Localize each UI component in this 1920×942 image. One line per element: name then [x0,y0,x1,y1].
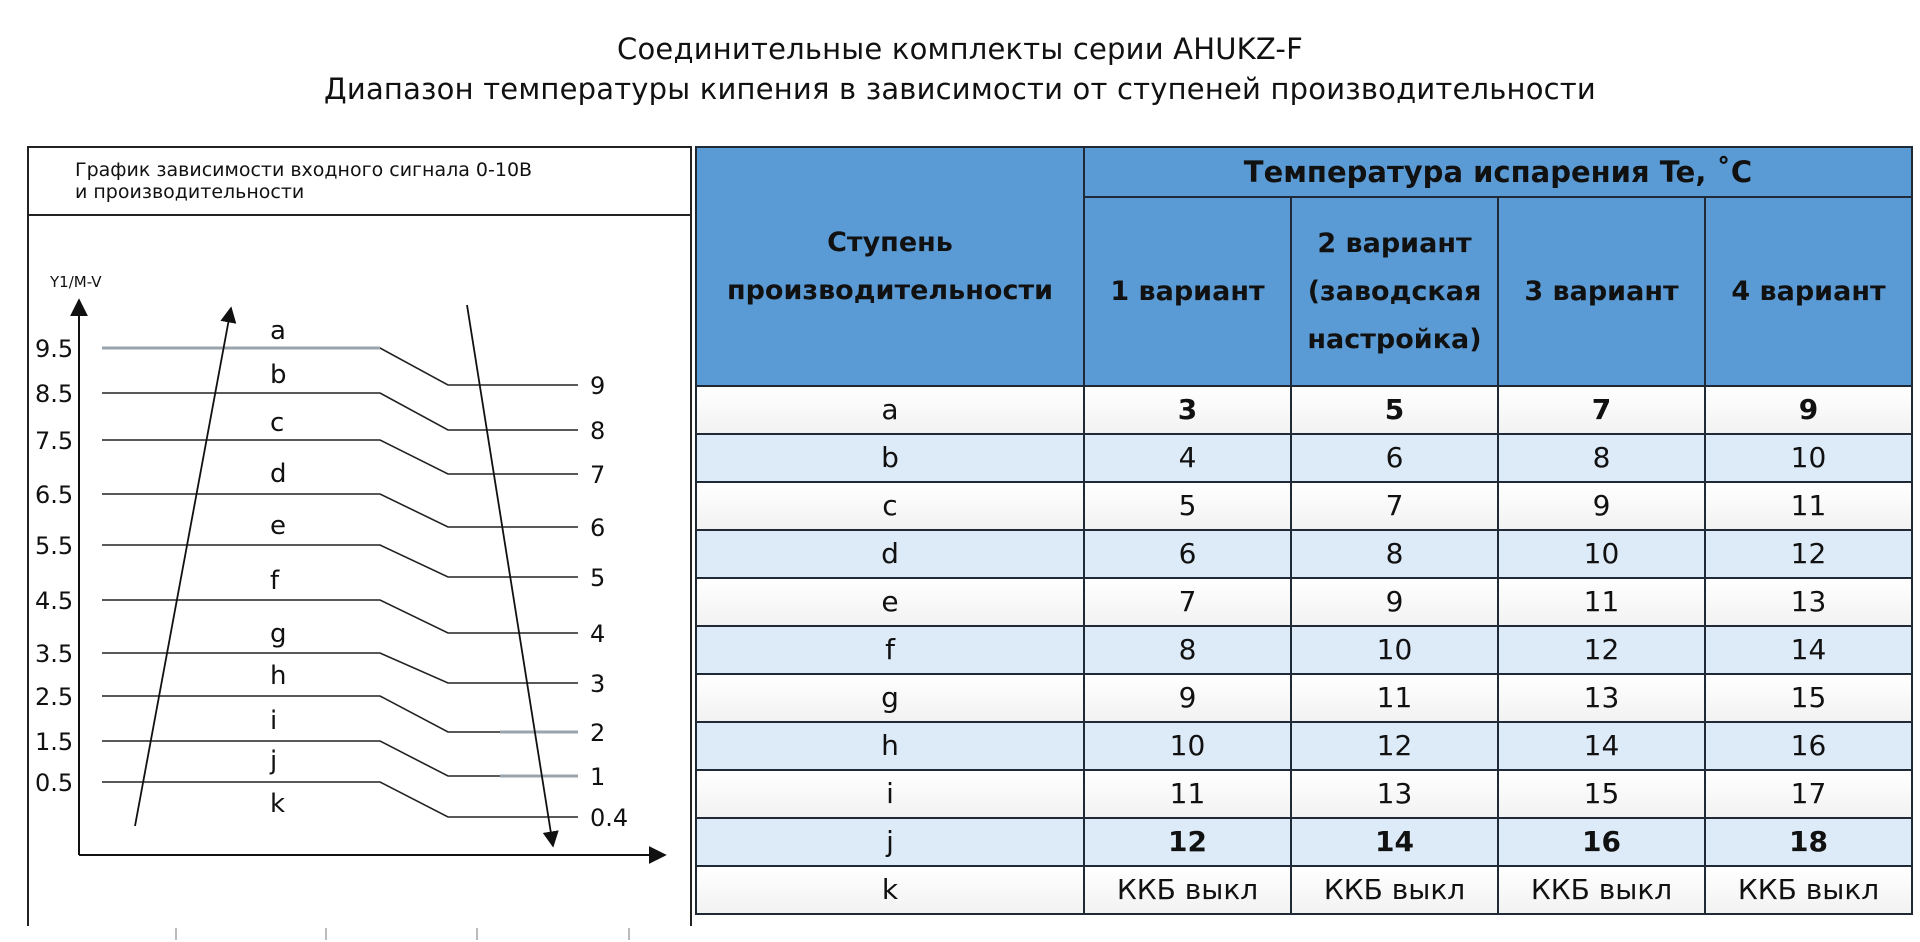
variant-header-2 [1291,197,1498,386]
temperature-cell: 16 [1498,818,1705,866]
temperature-cell: 8 [1498,434,1705,482]
right-tick-label: 0.4 [590,804,629,832]
stage-cell: b [696,434,1084,482]
temperature-cell: 15 [1498,770,1705,818]
variant-header-line: (заводская [1307,275,1482,307]
stage-letter: j [270,746,278,776]
left-tick-label: 4.5 [35,587,74,615]
left-tick-label: 0.5 [35,769,74,797]
left-tick-label: 9.5 [35,335,74,363]
left-tick-label: 2.5 [35,683,74,711]
left-tick-label: 8.5 [35,380,74,408]
temperature-cell: 9 [1084,674,1291,722]
stage-letter: d [270,459,287,489]
stage-cell: e [696,578,1084,626]
temperature-cell: 13 [1498,674,1705,722]
threshold-line [102,653,578,683]
variant-header-line: 2 вариант [1317,227,1472,259]
left-tick-label: 3.5 [35,640,74,668]
temperature-cell: 9 [1498,482,1705,530]
temperature-cell: 11 [1705,482,1912,530]
threshold-line [102,440,578,474]
temperature-cell: 7 [1084,578,1291,626]
page-title: Соединительные комплекты серии AHUKZ-F [617,32,1303,66]
temperature-cell: 6 [1084,530,1291,578]
temperature-cell: ККБ выкл [1084,866,1291,914]
stage-cell: c [696,482,1084,530]
right-tick-label: 4 [590,620,606,648]
temperature-cell: 12 [1498,626,1705,674]
stage-header-line2: производительности [726,274,1054,306]
variant-header-3 [1498,197,1705,386]
temperature-cell: 9 [1705,386,1912,434]
variant-header-4 [1705,197,1912,386]
table-row [696,530,1912,578]
left-tick-label: 5.5 [35,532,74,560]
temperature-cell: 14 [1291,818,1498,866]
temperature-cell: 11 [1084,770,1291,818]
threshold-line [102,741,578,776]
right-tick-label: 7 [590,461,606,489]
threshold-line [102,348,578,385]
temperature-cell: 7 [1498,386,1705,434]
sheet-tick [325,928,327,940]
temperature-cell: 15 [1705,674,1912,722]
stage-header-line1: Ступень [827,226,953,258]
temperature-cell: 10 [1291,626,1498,674]
left-tick-label: 6.5 [35,481,74,509]
table-row [696,626,1912,674]
temperature-table [695,146,1913,915]
right-tick-label: 9 [590,372,606,400]
graph-caption-line2: и производительности [75,181,305,203]
signal-graph [0,0,700,942]
temperature-cell: 12 [1084,818,1291,866]
sheet-tick [628,928,630,940]
temperature-cell: 3 [1084,386,1291,434]
stage-cell: i [696,770,1084,818]
temperature-cell: 11 [1498,578,1705,626]
temperature-cell: 17 [1705,770,1912,818]
temperature-cell: 16 [1705,722,1912,770]
stage-letter: i [270,706,278,736]
temperature-cell: 5 [1291,386,1498,434]
temperature-cell: 13 [1705,578,1912,626]
sheet-tick [476,928,478,940]
right-tick-label: 2 [590,719,606,747]
temperature-cell: ККБ выкл [1705,866,1912,914]
stage-cell: g [696,674,1084,722]
right-tick-label: 8 [590,417,606,445]
stage-cell: k [696,866,1084,914]
threshold-line [102,782,578,817]
stage-cell: j [696,818,1084,866]
table-row [696,434,1912,482]
temperature-cell: 11 [1291,674,1498,722]
threshold-line [102,494,578,527]
stage-cell: a [696,386,1084,434]
stage-letter: e [270,511,286,541]
stage-cell: h [696,722,1084,770]
table-row [696,482,1912,530]
temperature-cell: 12 [1291,722,1498,770]
graph-caption-line1: График зависимости входного сигнала 0-10В [75,159,533,181]
sheet-tick [175,928,177,940]
temperature-cell: 10 [1705,434,1912,482]
variant-header-line: 1 вариант [1110,275,1265,307]
temperature-cell: 13 [1291,770,1498,818]
table-row [696,770,1912,818]
table-row [696,722,1912,770]
temperature-cell: 8 [1084,626,1291,674]
temperature-cell: 10 [1498,530,1705,578]
left-tick-label: 7.5 [35,427,74,455]
variant-header-1 [1084,197,1291,386]
right-tick-label: 3 [590,670,606,698]
stage-letter: k [270,789,286,819]
stage-letter: g [270,619,287,649]
threshold-line [102,393,578,430]
decrease-arrow [467,305,553,846]
stage-cell: d [696,530,1084,578]
temperature-cell: ККБ выкл [1291,866,1498,914]
temperature-cell: 14 [1705,626,1912,674]
temperature-cell: 18 [1705,818,1912,866]
temperature-cell: 8 [1291,530,1498,578]
variant-header-line: 3 вариант [1524,275,1679,307]
temperature-super-header: Температура испарения Te, ˚С [1084,147,1912,197]
temperature-cell: 6 [1291,434,1498,482]
stage-letter: f [270,566,280,596]
table-row [696,866,1912,914]
right-tick-label: 1 [590,763,606,791]
stage-letter: a [270,316,286,346]
variant-header-line: настройка) [1307,323,1482,355]
variant-header-line: 4 вариант [1731,275,1886,307]
temperature-cell: 5 [1084,482,1291,530]
threshold-line [102,696,578,732]
right-tick-label: 5 [590,564,606,592]
temperature-cell: 4 [1084,434,1291,482]
table-row [696,386,1912,434]
right-tick-label: 6 [590,514,606,542]
table-row [696,818,1912,866]
page-subtitle: Диапазон температуры кипения в зависимости от ступеней производительности [324,72,1596,106]
increase-arrow [135,308,231,826]
stage-letter: b [270,360,287,390]
temperature-cell: 12 [1705,530,1912,578]
temperature-cell: 7 [1291,482,1498,530]
stage-letter: c [270,408,285,438]
temperature-cell: ККБ выкл [1498,866,1705,914]
stage-header [696,147,1084,386]
temperature-cell: 14 [1498,722,1705,770]
temperature-cell: 9 [1291,578,1498,626]
left-tick-label: 1.5 [35,728,74,756]
y-axis-label: Y1/M-V [50,273,102,291]
temperature-cell: 10 [1084,722,1291,770]
table-row [696,674,1912,722]
table-row [696,578,1912,626]
stage-cell: f [696,626,1084,674]
stage-letter: h [270,661,287,691]
